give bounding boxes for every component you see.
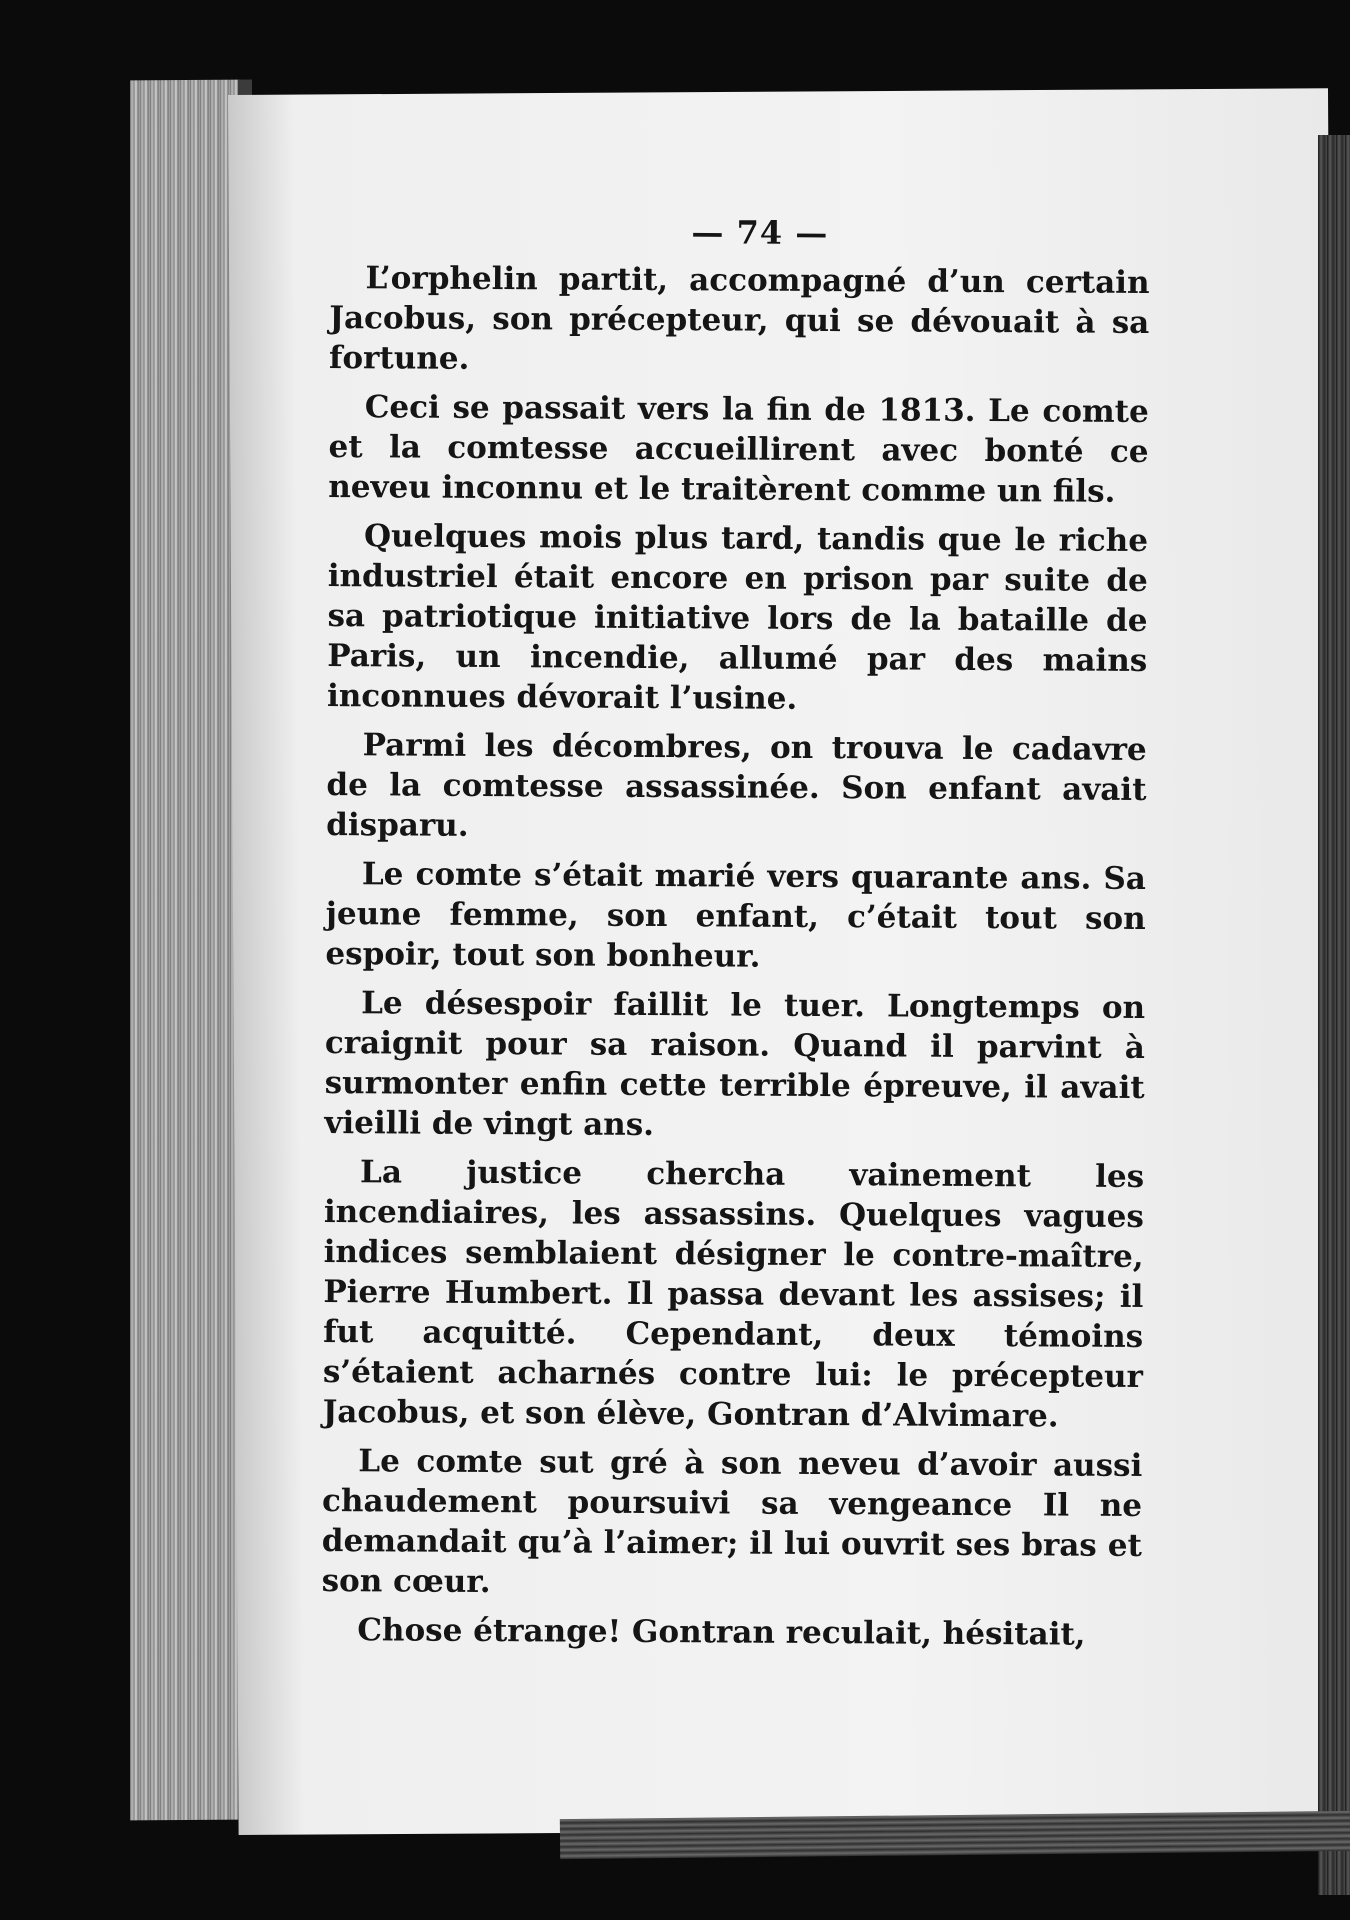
book-page-edges [130, 80, 240, 1821]
paragraph: L’orphelin partit, accompagné d’un certain Jacobus, son précepteur, qui se dévouait à sa fortune. [328, 260, 1150, 377]
paragraph: Le comte sut gré à son neveu d’avoir aussi chaudement poursuivi sa vengeance Il ne demandait qu’à l’aimer; il lui ouvrit ses bras et son cœur. [321, 1443, 1143, 1601]
paragraph: Ceci se passait vers la fin de 1813. Le comte et la comtesse accueillirent avec bonté ce neveu inconnu et le traitèrent comme un fils. [328, 389, 1149, 510]
paragraph: La justice chercha vainement les incendiaires, les assassins. Quelques vagues indices semblaient désigner le contre-maître, Pierre Humbert. Il passa devant les assises; il fut acquitté. Cependant, deux témoins s’étaient acharnés contre lui: le précepteur Jacobus, et son élève, Gontran d’Alvimare. [322, 1154, 1145, 1435]
paragraph: Le désespoir faillit le tuer. Longtemps on craignit pour sa raison. Quand il parvint à surmonter enfin cette terrible épreuve, il avait vieilli de vingt ans. [324, 985, 1146, 1143]
paragraph: Parmi les décombres, on trouva le cadavre de la comtesse assassinée. Son enfant avait disparu. [326, 727, 1147, 844]
page-text [321, 210, 1150, 1664]
paragraph: Quelques mois plus tard, tandis que le riche industriel était encore en prison par suite de sa patriotique initiative lors de la bataille de Paris, un incendie, allumé par des mains inconnues dévorait l’usine. [326, 518, 1149, 717]
page-right-edge [1318, 135, 1350, 1895]
paragraph: Chose étrange! Gontran reculait, hésitait, [357, 1612, 1086, 1653]
page-number: — 74 — [691, 213, 829, 253]
paragraph: Le comte s’était marié vers quarante ans. Sa jeune femme, son enfant, c’était tout son espoir, tout son bonheur. [325, 856, 1147, 975]
page-bottom-edge [560, 1811, 1350, 1859]
